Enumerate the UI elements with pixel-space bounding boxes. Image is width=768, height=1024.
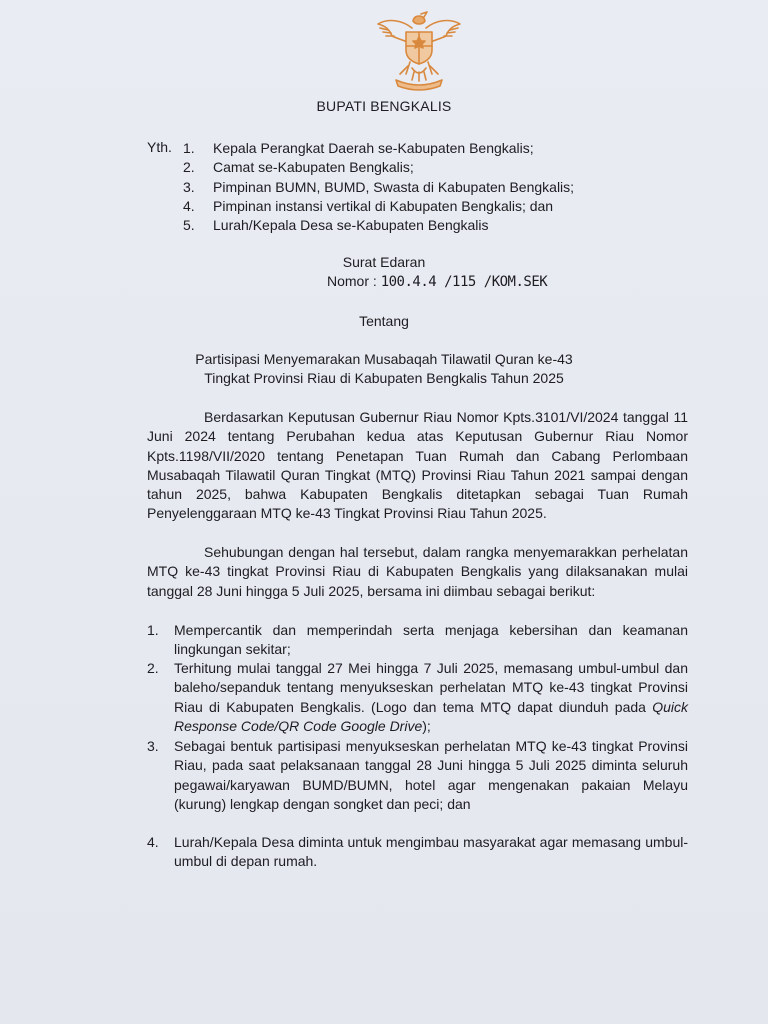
list-item: 3. Sebagai bentuk partisipasi menyukseskan perhelatan MTQ ke-43 tingkat Provinsi Riau, pada saat pelaksanaan tanggal 28 Juni hingga 5 Juli 2025 diminta seluruh pegawai/karyawan BUMD/BUMN, hotel agar mengenakan pakaian Melayu (kurung) lengkap dengan songket dan peci; dan — [147, 738, 688, 812]
list-item: 1. Kepala Perangkat Daerah se-Kabupaten Bengkalis; — [183, 140, 534, 156]
list-item: 3. Pimpinan BUMN, BUMD, Swasta di Kabupaten Bengkalis; — [183, 178, 575, 195]
recipient-list — [183, 139, 574, 235]
addressee-label: Yth. — [147, 139, 172, 155]
list-item: 2. Camat se-Kabupaten Bengkalis; — [183, 159, 414, 176]
list-item: 4. Lurah/Kepala Desa diminta untuk mengimbau masyarakat agar memasang umbul-umbul di depan rumah. — [147, 834, 688, 870]
list-item: 2. Terhitung mulai tanggal 27 Mei hingga 7 Juli 2025, memasang umbul-umbul dan baleho/sepanduk tentang menyukseskan perhelatan MTQ ke-43 tingkat Provinsi Riau di Kabupaten Bengkalis. (Logo dan tema MTQ dapat diunduh pada Quick Response Code/QR Code Google Drive); — [147, 660, 688, 734]
paragraph-2: Sehubungan dengan hal tersebut, dalam rangka menyemarakkan perhelatan MTQ ke-43 tingkat Provinsi Riau di Kabupaten Bengkalis yang dilaksanakan mulai tanggal 28 Juni hingga 5 Juli 2025, bersama ini diimbau sebagai berikut: — [147, 544, 688, 599]
issuer-title: BUPATI BENGKALIS — [316, 98, 452, 114]
garuda-pancasila-emblem-icon — [374, 10, 464, 92]
tentang-label: Tentang — [359, 313, 409, 329]
letter-type: Surat Edaran — [342, 254, 426, 270]
subject-line-2: Tingkat Provinsi Riau di Kabupaten Bengkalis Tahun 2025 — [204, 370, 564, 386]
letter-number — [327, 273, 547, 290]
list-item: 1. Mempercantik dan memperindah serta menjaga kebersihan dan keamanan lingkungan sekitar; — [147, 622, 688, 658]
paragraph-1: Berdasarkan Keputusan Gubernur Riau Nomor Kpts.3101/VI/2024 tanggal 11 Juni 2024 tentang Perubahan kedua atas Keputusan Gubernur Riau Nomor Kpts.1198/VII/2020 tentang Penetapan Tuan Rumah dan Cabang Perlombaan Musabaqah Tilawatil Quran Tingkat (MTQ) Provinsi Riau Tahun 2021 sampai dengan tahun 2025, bahwa Kabupaten Bengkalis ditetapkan sebagai Tuan Rumah Penyelenggaraan MTQ ke-43 Tingkat Provinsi Riau Tahun 2025. — [147, 409, 688, 522]
list-item: 5. Lurah/Kepala Desa se-Kabupaten Bengkalis — [183, 217, 489, 234]
subject-line-1: Partisipasi Menyemarakan Musabaqah Tilawatil Quran ke-43 — [195, 351, 573, 367]
letter-number-label: Nomor : — [327, 273, 377, 289]
list-item: 4. Pimpinan instansi vertikal di Kabupaten Bengkalis; dan — [183, 197, 554, 214]
letter-number-value: 100.4.4 /115 /KOM.SEK — [380, 274, 548, 290]
